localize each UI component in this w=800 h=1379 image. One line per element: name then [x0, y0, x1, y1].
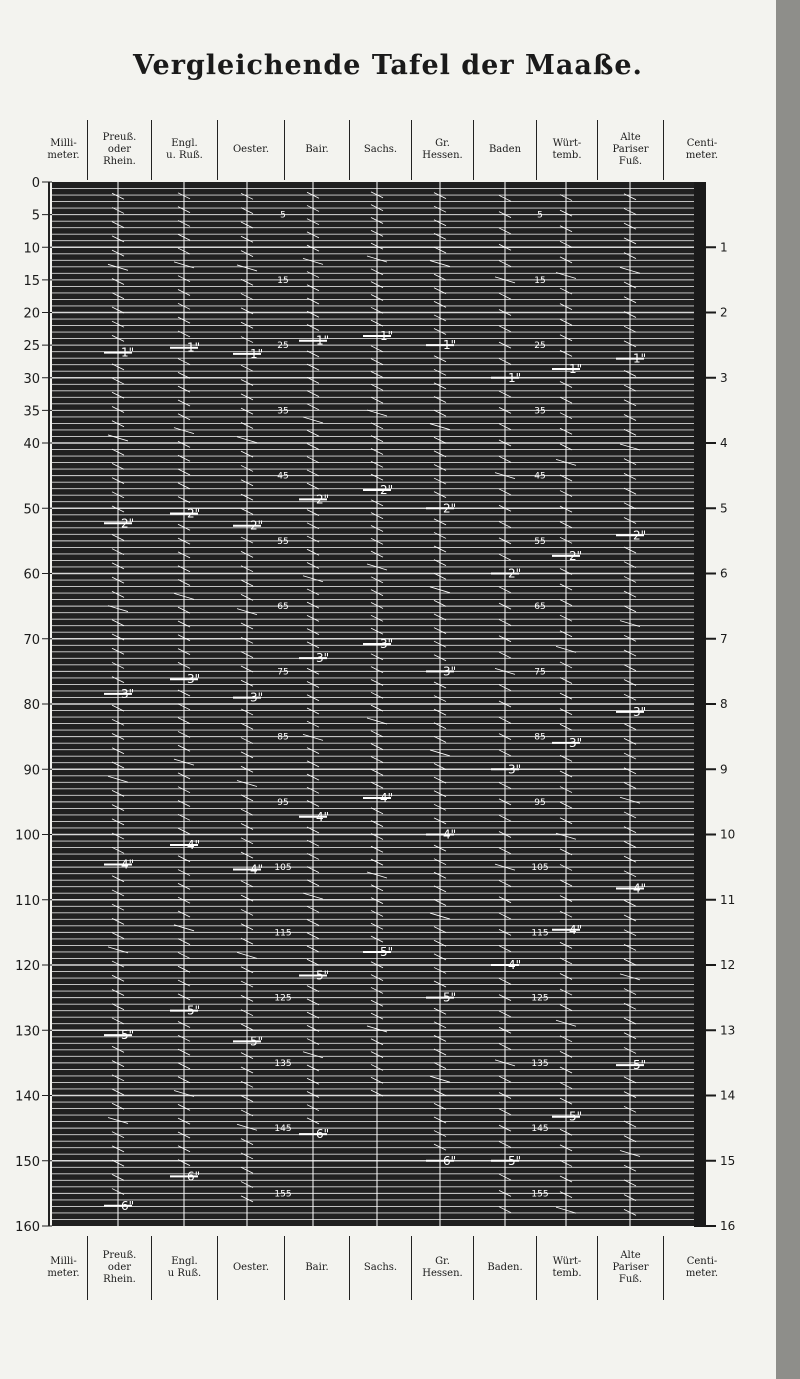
- sub-mark-wuertt: 65: [534, 602, 546, 613]
- inch-mark-preuss: 4": [121, 857, 135, 872]
- sub-mark-wuertt: 95: [534, 797, 546, 808]
- inch-mark-oester: 4": [250, 862, 264, 877]
- footer-hessen: Gr. Hessen.: [412, 1236, 474, 1300]
- mm-tick-label: 60: [23, 567, 40, 583]
- inch-mark-sachs: 4": [380, 790, 394, 805]
- header-paris: Alte Pariser Fuß.: [598, 120, 664, 180]
- sub-mark-oester: 105: [274, 863, 292, 874]
- inch-mark-wuertt: 3": [569, 735, 583, 750]
- mm-tick-label: 25: [23, 339, 40, 355]
- sub-mark-oester: 145: [274, 1124, 292, 1135]
- inch-mark-paris: 4": [633, 881, 647, 896]
- cm-tick-label: 10: [720, 827, 736, 842]
- inch-mark-engl: 2": [187, 506, 201, 521]
- sub-mark-wuertt: 125: [531, 993, 549, 1004]
- inch-mark-paris: 2": [633, 528, 647, 543]
- mm-tick-label: 20: [23, 306, 40, 322]
- mm-tick-label: 35: [23, 404, 40, 420]
- inch-mark-wuertt: 2": [569, 548, 583, 563]
- inch-mark-sachs: 1": [380, 328, 394, 343]
- mm-tick-label: 90: [23, 763, 40, 779]
- mm-tick-label: 50: [23, 502, 40, 518]
- mm-tick-label: 120: [15, 959, 40, 974]
- inch-mark-paris: 5": [633, 1058, 647, 1073]
- sub-mark-oester: 15: [277, 275, 289, 286]
- header-hessen: Gr. Hessen.: [412, 120, 474, 180]
- inch-mark-baden: 1": [508, 370, 522, 385]
- sub-mark-oester: 125: [274, 993, 292, 1004]
- sub-mark-oester: 75: [277, 667, 289, 678]
- inch-mark-bair: 6": [316, 1127, 330, 1142]
- inch-mark-engl: 3": [187, 672, 201, 687]
- inch-mark-hessen: 5": [443, 990, 457, 1005]
- sub-mark-oester: 65: [277, 602, 289, 613]
- inch-mark-sachs: 5": [380, 944, 394, 959]
- inch-mark-wuertt: 4": [569, 922, 583, 937]
- inch-mark-paris: 3": [633, 704, 647, 719]
- sub-mark-oester: 25: [277, 341, 289, 352]
- mm-tick-label: 70: [23, 632, 40, 648]
- sub-mark-wuertt: 105: [531, 863, 549, 874]
- sub-mark-wuertt: 75: [534, 667, 546, 678]
- mm-tick-label: 15: [23, 273, 40, 289]
- inch-mark-hessen: 6": [443, 1153, 457, 1168]
- sub-mark-wuertt: 115: [531, 928, 549, 939]
- inch-mark-bair: 4": [316, 809, 330, 824]
- inch-mark-engl: 4": [187, 837, 201, 852]
- inch-mark-sachs: 2": [380, 482, 394, 497]
- sub-mark-wuertt: 155: [531, 1189, 549, 1200]
- sub-mark-wuertt: 145: [531, 1124, 549, 1135]
- sub-mark-wuertt: 15: [534, 275, 546, 286]
- footer-oester: Oester.: [218, 1236, 285, 1300]
- inch-mark-hessen: 4": [443, 827, 457, 842]
- inch-mark-preuss: 3": [121, 686, 135, 701]
- footer-wuertt: Würt- temb.: [537, 1236, 598, 1300]
- cm-tick-label: 15: [720, 1153, 736, 1168]
- header-mm: Milli- meter.: [40, 120, 88, 180]
- sub-mark-wuertt: 85: [534, 732, 546, 743]
- header-oester: Oester.: [218, 120, 285, 180]
- footer-mm: Milli- meter.: [40, 1236, 88, 1300]
- sub-mark-wuertt: 135: [531, 1058, 549, 1069]
- sub-mark-oester: 115: [274, 928, 292, 939]
- footer-cm: Centi- meter.: [685, 1256, 719, 1279]
- header-wuertt: Würt- temb.: [537, 120, 598, 180]
- cm-tick-label: 2: [720, 305, 728, 320]
- sub-mark-oester: 45: [277, 471, 289, 482]
- mm-tick-label: 110: [15, 893, 40, 909]
- mm-tick-label: 80: [23, 698, 40, 713]
- sub-mark-wuertt: 55: [534, 536, 546, 547]
- inch-mark-bair: 3": [316, 651, 330, 666]
- inch-mark-hessen: 1": [443, 338, 457, 353]
- cm-tick-label: 6: [720, 566, 728, 581]
- mm-tick-label: 0: [31, 176, 40, 191]
- inch-mark-hessen: 3": [443, 664, 457, 679]
- cm-tick-label: 7: [720, 631, 728, 646]
- inch-mark-bair: 1": [316, 333, 330, 348]
- sub-mark-oester: 55: [277, 536, 289, 547]
- footer-engl: Engl. u Ruß.: [152, 1236, 218, 1300]
- cm-tick-label: 9: [720, 762, 728, 777]
- inch-mark-bair: 5": [316, 968, 330, 983]
- mm-tick-label: 30: [23, 371, 40, 387]
- cm-tick-label: 8: [720, 697, 728, 711]
- footer-paris: Alte Pariser Fuß.: [598, 1236, 664, 1300]
- footer-baden: Baden.: [474, 1236, 537, 1300]
- inch-mark-oester: 5": [250, 1034, 264, 1049]
- inch-mark-preuss: 2": [121, 516, 135, 531]
- mm-tick-label: 5: [31, 208, 40, 224]
- inch-mark-paris: 1": [633, 351, 647, 366]
- inch-mark-oester: 2": [250, 518, 264, 533]
- cm-tick-label: 1: [720, 240, 728, 255]
- inch-mark-baden: 2": [508, 566, 522, 581]
- sub-mark-wuertt: 35: [534, 406, 546, 417]
- mm-tick-label: 40: [23, 437, 40, 452]
- inch-mark-engl: 6": [187, 1169, 201, 1184]
- header-preuss: Preuß. oder Rhein.: [88, 120, 152, 180]
- inch-mark-preuss: 1": [121, 345, 135, 360]
- cm-tick-label: 16: [720, 1219, 736, 1233]
- inch-mark-oester: 3": [250, 690, 264, 705]
- cm-tick-label: 5: [720, 501, 728, 516]
- inch-mark-bair: 2": [316, 492, 330, 507]
- inch-mark-baden: 3": [508, 762, 522, 777]
- cm-tick-label: 3: [720, 370, 728, 385]
- sub-mark-oester: 95: [277, 797, 289, 808]
- inch-mark-wuertt: 5": [569, 1109, 583, 1124]
- footer-bair: Bair.: [285, 1236, 350, 1300]
- page-title: Vergleichende Tafel der Maaße.: [133, 50, 643, 81]
- mm-tick-label: 130: [15, 1024, 40, 1040]
- mm-tick-label: 150: [15, 1154, 40, 1170]
- sub-mark-wuertt: 25: [534, 341, 546, 352]
- sub-mark-oester: 155: [274, 1189, 292, 1200]
- header-sachs: Sachs.: [350, 120, 412, 180]
- header-bair: Bair.: [285, 120, 350, 180]
- header-engl: Engl. u. Ruß.: [152, 120, 218, 180]
- sub-mark-oester: 135: [274, 1058, 292, 1069]
- sub-mark-wuertt: 5: [537, 210, 543, 221]
- sub-mark-oester: 85: [277, 732, 289, 743]
- cm-tick-label: 13: [720, 1023, 736, 1038]
- mm-tick-label: 160: [15, 1220, 40, 1235]
- inch-mark-engl: 1": [187, 340, 201, 355]
- inch-mark-preuss: 6": [121, 1198, 135, 1213]
- header-baden: Baden: [474, 120, 537, 180]
- mm-tick-label: 100: [15, 828, 40, 844]
- header-cm: Centi- meter.: [685, 138, 719, 161]
- cm-tick-label: 11: [720, 892, 736, 907]
- cm-tick-label: 4: [720, 436, 728, 450]
- cm-tick-label: 14: [720, 1088, 736, 1103]
- inch-mark-preuss: 5": [121, 1028, 135, 1043]
- inch-mark-baden: 4": [508, 958, 522, 972]
- footer-sachs: Sachs.: [350, 1236, 412, 1300]
- inch-mark-baden: 5": [508, 1153, 522, 1168]
- mm-tick-label: 10: [23, 241, 40, 257]
- inch-mark-sachs: 3": [380, 636, 394, 651]
- inch-mark-hessen: 2": [443, 501, 457, 516]
- cm-tick-label: 12: [720, 958, 736, 972]
- inch-mark-wuertt: 1": [569, 361, 583, 376]
- inch-mark-engl: 5": [187, 1003, 201, 1018]
- sub-mark-oester: 35: [277, 406, 289, 417]
- mm-tick-label: 140: [15, 1089, 40, 1105]
- inch-mark-oester: 1": [250, 346, 264, 361]
- sub-mark-wuertt: 45: [534, 471, 546, 482]
- sub-mark-oester: 5: [280, 210, 286, 221]
- footer-preuss: Preuß. oder Rhein.: [88, 1236, 152, 1300]
